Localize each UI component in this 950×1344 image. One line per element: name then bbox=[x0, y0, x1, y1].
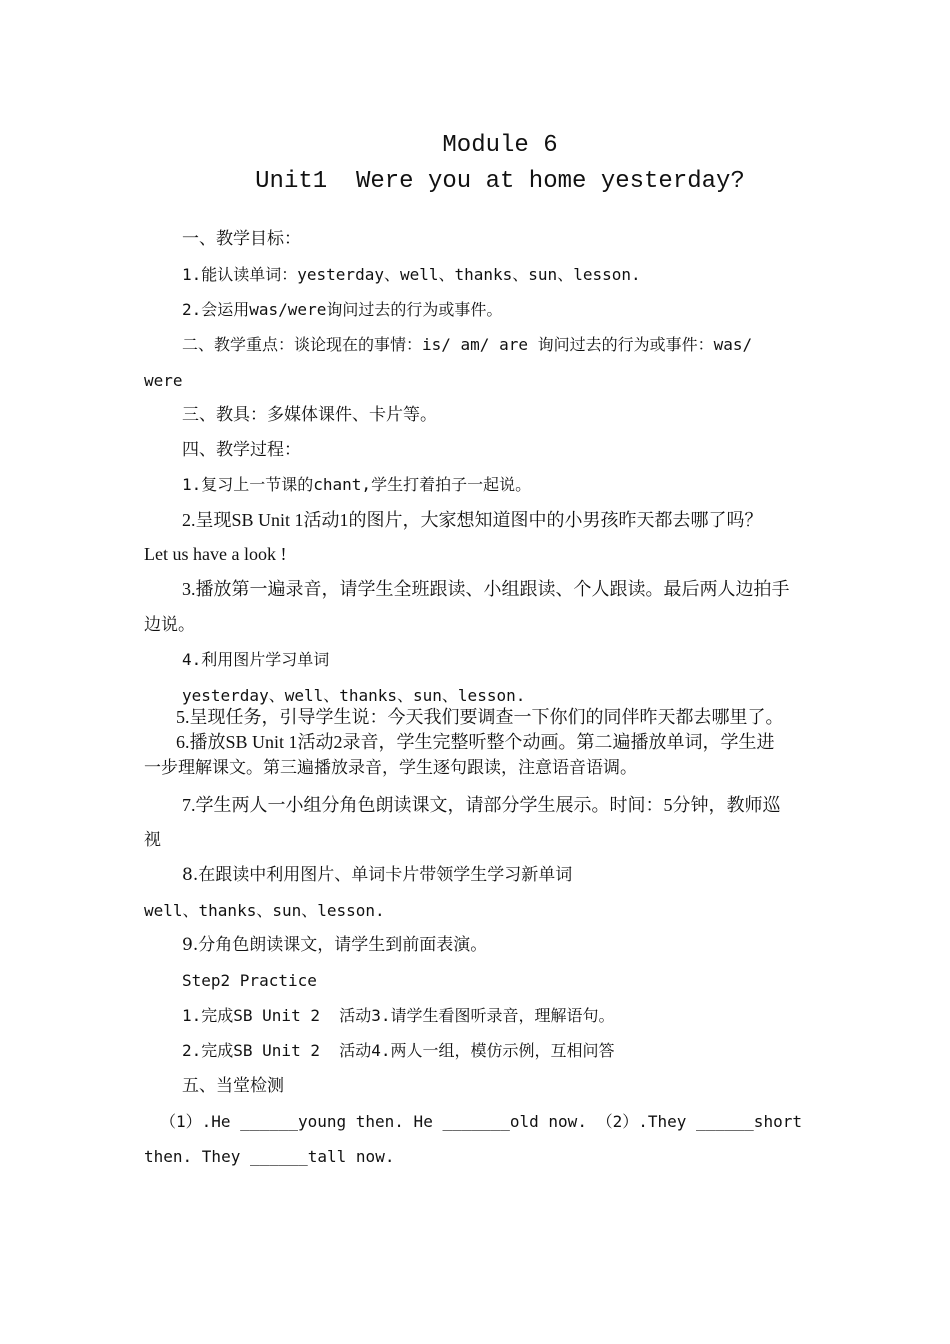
text-line: Let us have a look ! bbox=[144, 544, 287, 564]
text-line: 1.完成SB Unit 2 活动3.请学生看图听录音，理解语句。 bbox=[182, 1006, 615, 1025]
text-line: well、thanks、sun、lesson. bbox=[144, 901, 385, 920]
section-heading-process: 四、教学过程： bbox=[182, 440, 301, 460]
section-heading-objectives: 一、教学目标： bbox=[182, 229, 301, 249]
section-heading-focus: 二、教学重点：谈论现在的事情：is/ am/ are 询问过去的行为或事件：was/ bbox=[182, 335, 753, 354]
text-line: were bbox=[144, 371, 183, 390]
section-heading-check: 五、当堂检测 bbox=[182, 1076, 284, 1096]
text-line: 4.利用图片学习单词 bbox=[182, 650, 330, 669]
doc-title: Module 6 bbox=[442, 132, 558, 159]
text-line: 1.能认读单词：yesterday、well、thanks、sun、lesson. bbox=[182, 265, 641, 284]
exercise-line: then. They ______tall now. bbox=[144, 1147, 395, 1166]
text-line: 3.播放第一遍录音，请学生全班跟读、小组跟读、个人跟读。最后两人边拍手 bbox=[182, 579, 790, 599]
exercise-line: （1）.He ______young then. He _______old now. （2）.They ______short bbox=[160, 1112, 802, 1131]
text-line: 7.学生两人一小组分角色朗读课文，请部分学生展示。时间：5分钟，教师巡 bbox=[182, 795, 781, 815]
text-line: 2.完成SB Unit 2 活动4.两人一组，模仿示例，互相问答 bbox=[182, 1041, 615, 1060]
doc-subtitle: Unit1 Were you at home yesterday? bbox=[255, 168, 745, 195]
text-line: 6.播放SB Unit 1活动2录音，学生完整听整个动画。第二遍播放单词，学生进 bbox=[176, 732, 775, 752]
text-line: 边说。 bbox=[144, 615, 195, 635]
text-line: 8.在跟读中利用图片、单词卡片带领学生学习新单词 bbox=[182, 865, 573, 885]
text-line: 5.呈现任务，引导学生说：今天我们要调查一下你们的同伴昨天都去哪里了。 bbox=[176, 707, 784, 727]
section-heading-practice: Step2 Practice bbox=[182, 971, 317, 990]
text-line: 视 bbox=[144, 830, 161, 850]
section-heading-materials: 三、教具：多媒体课件、卡片等。 bbox=[182, 405, 437, 425]
text-line: yesterday、well、thanks、sun、lesson. bbox=[182, 686, 526, 705]
text-line: 9.分角色朗读课文，请学生到前面表演。 bbox=[182, 935, 488, 955]
text-line: 一步理解课文。第三遍播放录音，学生逐句跟读，注意语音语调。 bbox=[144, 758, 637, 778]
text-line: 2.呈现SB Unit 1活动1的图片，大家想知道图中的小男孩昨天都去哪了吗？ bbox=[182, 510, 763, 530]
text-line: 1.复习上一节课的chant,学生打着拍子一起说。 bbox=[182, 475, 532, 494]
text-line: 2.会运用was/were询问过去的行为或事件。 bbox=[182, 300, 503, 319]
